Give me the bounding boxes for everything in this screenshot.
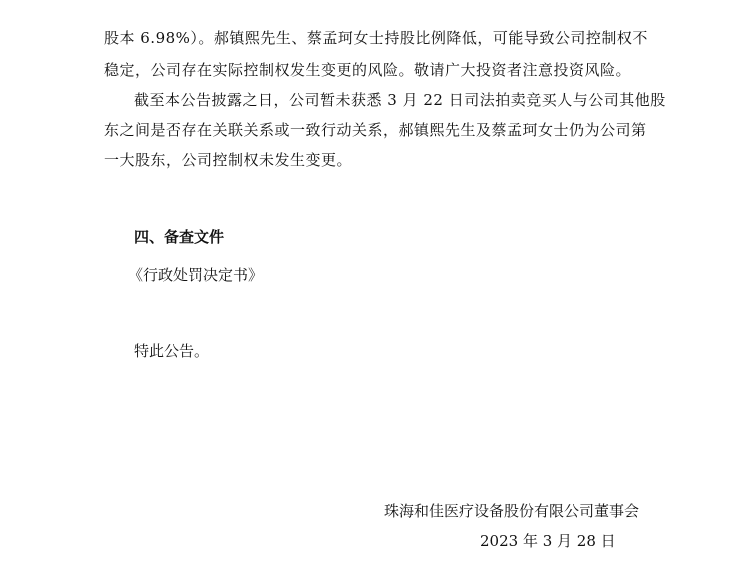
paragraph-2-line-2: 东之间是否存在关联关系或一致行动关系，郝镇熙先生及蔡孟珂女士仍为公司第: [104, 121, 647, 139]
signature-date: 2023 年 3 月 28 日: [480, 532, 616, 550]
paragraph-2-line-3: 一大股东，公司控制权未发生变更。: [104, 151, 353, 169]
signature-company: 珠海和佳医疗设备股份有限公司董事会: [384, 502, 640, 520]
attachment-item: 《行政处罚决定书》: [128, 266, 264, 284]
paragraph-2-line-1: 截至本公告披露之日，公司暂未获悉 3 月 22 日司法拍卖竞买人与公司其他股: [134, 91, 666, 109]
paragraph-1-line-2: 稳定，公司存在实际控制权发生变更的风险。敬请广大投资者注意投资风险。: [104, 61, 632, 79]
section-heading: 四、备查文件: [134, 228, 225, 246]
closing-statement: 特此公告。: [134, 342, 210, 360]
paragraph-1-line-1: 股本 6.98%）。郝镇熙先生、蔡孟珂女士持股比例降低，可能导致公司控制权不: [104, 29, 648, 47]
